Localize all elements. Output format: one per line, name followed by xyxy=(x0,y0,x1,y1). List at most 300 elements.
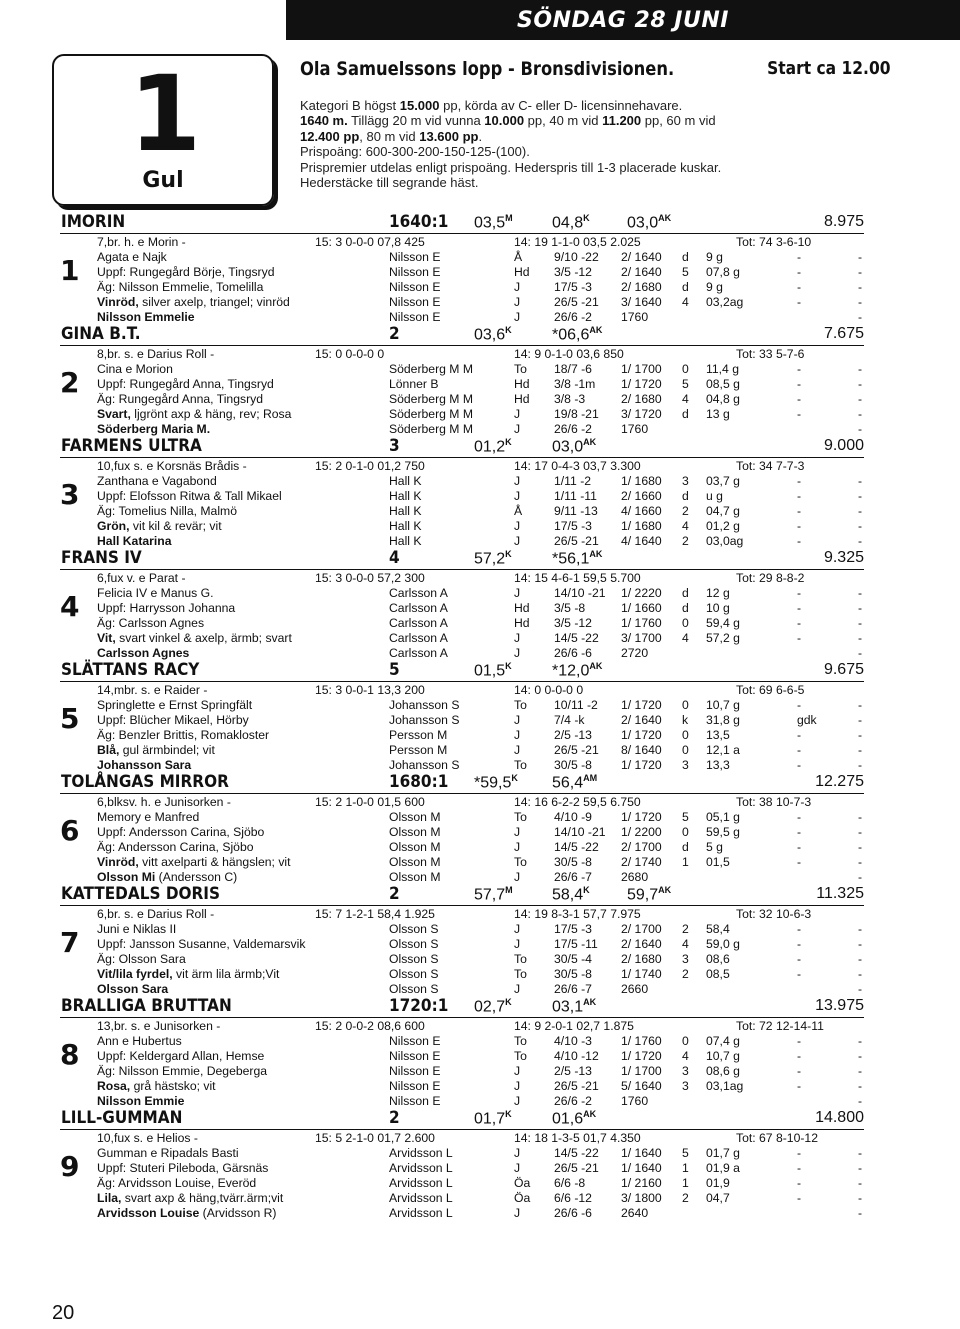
start-result: 2660 xyxy=(621,982,649,996)
horse-record xyxy=(552,325,602,344)
text-run: Uppf: Andersson Carina, Sjöbo xyxy=(97,825,265,839)
text-run: Äg: Tomelius Nilla, Malmö xyxy=(97,504,237,518)
horse-record xyxy=(474,325,512,344)
text-run: 11.200 xyxy=(602,113,642,129)
horse-entry xyxy=(0,210,960,322)
horse-start-number: 5 xyxy=(60,702,80,735)
start-driver: Arvidsson L xyxy=(389,1191,453,1205)
start-odds: - xyxy=(797,1079,802,1093)
start-post: 0 xyxy=(682,698,689,712)
start-date: 26/6 -2 xyxy=(554,1094,592,1108)
start-driver: Persson M xyxy=(389,743,448,757)
start-result: 1/ 1740 xyxy=(621,967,662,981)
start-track: Hd xyxy=(514,265,530,279)
start-track: Hd xyxy=(514,392,530,406)
record-time: 01,6 xyxy=(552,1110,584,1128)
start-result: 2680 xyxy=(621,870,649,884)
start-post: 2 xyxy=(682,967,689,981)
start-date: 9/11 -13 xyxy=(554,504,598,518)
stats-total: Tot: 69 6-6-5 xyxy=(736,683,805,697)
stats-2014: 14: 19 8-3-1 57,7 7.975 xyxy=(514,907,641,921)
horse-list xyxy=(0,210,960,1218)
start-result: 1/ 1700 xyxy=(621,362,662,376)
text-run: svart vinkel & axelp, ärmb; svart xyxy=(115,631,292,645)
text-run: (Arvidsson R) xyxy=(199,1206,277,1220)
horse-pedigree: 10,fux s. e Korsnäs Brådis - xyxy=(97,459,247,473)
start-extra: - xyxy=(858,1049,863,1063)
text-run: Hederstäcke till segrande häst. xyxy=(300,175,479,191)
start-odds: - xyxy=(797,937,802,951)
start-result: 2/ 1740 xyxy=(621,855,662,869)
start-odds: - xyxy=(797,728,802,742)
start-time: 01,2 g xyxy=(706,519,740,533)
record-type: K xyxy=(505,325,512,335)
start-track: J xyxy=(514,840,521,854)
start-extra: - xyxy=(858,1064,863,1078)
start-date: 14/10 -21 xyxy=(554,586,606,600)
record-time: 56,4 xyxy=(552,774,584,792)
start-result: 2/ 1680 xyxy=(621,392,662,406)
horse-pedigree: 6,br. s. e Darius Roll - xyxy=(97,907,215,921)
start-date: 9/10 -22 xyxy=(554,250,599,264)
horse-info-line xyxy=(97,1079,216,1094)
horse-name: TOLÅNGAS MIRROR xyxy=(61,772,229,792)
start-result: 3/ 1720 xyxy=(621,407,662,421)
stats-total: Tot: 74 3-6-10 xyxy=(736,235,812,249)
record-type: AK xyxy=(589,661,603,671)
start-time: 04,8 g xyxy=(706,392,740,406)
start-odds: - xyxy=(797,362,802,376)
start-extra: - xyxy=(858,392,863,406)
race-color: Gul xyxy=(142,168,184,193)
horse-pedigree: 10,fux s. e Helios - xyxy=(97,1131,198,1145)
start-track: Öa xyxy=(514,1176,531,1190)
horse-divider xyxy=(60,457,864,458)
text-run: Äg: Nilsson Emmie, Degeberga xyxy=(97,1064,268,1078)
horse-record xyxy=(552,437,596,456)
start-date: 30/5 -8 xyxy=(554,758,592,772)
start-driver: Johansson S xyxy=(389,713,460,727)
start-result: 1/ 1680 xyxy=(621,474,662,488)
start-odds: - xyxy=(797,616,802,630)
horse-pedigree: 14,mbr. s. e Raider - xyxy=(97,683,208,697)
horse-info-line xyxy=(97,810,199,825)
horse-distance: 2 xyxy=(389,1108,400,1128)
horse-divider xyxy=(60,793,864,794)
start-driver: Hall K xyxy=(389,519,422,533)
stats-2015: 15: 2 1-0-0 01,5 600 xyxy=(315,795,425,809)
start-track: J xyxy=(514,937,521,951)
horse-earnings: 9.675 xyxy=(823,661,864,678)
start-result: 1/ 2220 xyxy=(621,586,662,600)
start-result: 1/ 1760 xyxy=(621,616,662,630)
start-extra: - xyxy=(858,1094,863,1108)
start-extra: - xyxy=(858,922,863,936)
start-post: 4 xyxy=(682,631,689,645)
horse-entry xyxy=(0,1106,960,1218)
horse-divider xyxy=(60,233,864,234)
horse-info-line xyxy=(97,922,176,937)
start-result: 2640 xyxy=(621,1206,649,1220)
start-date: 26/6 -6 xyxy=(554,1206,592,1220)
start-track: Hd xyxy=(514,616,530,630)
record-type: M xyxy=(505,885,513,895)
start-date: 7/4 -k xyxy=(554,713,585,727)
start-result: 1/ 1720 xyxy=(621,810,662,824)
text-run: 1640 m. xyxy=(300,113,348,129)
start-driver: Arvidsson L xyxy=(389,1176,453,1190)
start-post: 2 xyxy=(682,534,689,548)
text-run: , 80 m vid xyxy=(359,128,420,144)
start-extra: - xyxy=(858,810,863,824)
record-type: K xyxy=(505,549,512,559)
start-odds: - xyxy=(797,1176,802,1190)
start-extra: - xyxy=(858,728,863,742)
start-driver: Nilsson E xyxy=(389,1079,441,1093)
stats-2014: 14: 9 0-1-0 03,6 850 xyxy=(514,347,624,361)
start-result: 8/ 1640 xyxy=(621,743,662,757)
start-extra: - xyxy=(858,407,863,421)
start-odds: - xyxy=(797,519,802,533)
start-date: 26/6 -2 xyxy=(554,310,592,324)
start-post: 2 xyxy=(682,504,689,518)
start-track: Å xyxy=(514,504,523,518)
text-run: Felicia IV e Manus G. xyxy=(97,586,214,600)
start-result: 1/ 1660 xyxy=(621,601,662,615)
text-run: vit kil & revär; vit xyxy=(129,519,222,533)
condition-line xyxy=(300,160,860,175)
text-run: Äg: Benzler Brittis, Romakloster xyxy=(97,728,270,742)
horse-entry xyxy=(0,994,960,1106)
start-extra: - xyxy=(858,1206,863,1220)
start-driver: Olsson M xyxy=(389,825,441,839)
race-title: Ola Samuelssons lopp - Bronsdivisionen. xyxy=(300,58,675,80)
start-extra: - xyxy=(858,870,863,884)
text-run: Äg: Arvidsson Louise, Everöd xyxy=(97,1176,257,1190)
start-odds: - xyxy=(797,504,802,518)
horse-record xyxy=(474,1109,512,1128)
start-date: 14/5 -22 xyxy=(554,631,599,645)
start-track: J xyxy=(514,1064,521,1078)
start-date: 3/8 -1m xyxy=(554,377,596,391)
start-date: 17/5 -11 xyxy=(554,937,598,951)
start-post: 4 xyxy=(682,1049,689,1063)
start-result: 4/ 1660 xyxy=(621,504,662,518)
start-odds: - xyxy=(797,377,802,391)
stats-2015: 15: 7 1-2-1 58,4 1.925 xyxy=(315,907,435,921)
start-track: J xyxy=(514,586,521,600)
condition-line xyxy=(300,144,860,159)
horse-record xyxy=(552,213,590,232)
start-odds: - xyxy=(797,392,802,406)
horse-start-number: 4 xyxy=(60,590,80,623)
start-extra: - xyxy=(858,616,863,630)
text-run: Prispoäng: 600-300-200-150-125-(100). xyxy=(300,144,530,160)
start-result: 1/ 1680 xyxy=(621,519,662,533)
start-extra: - xyxy=(858,265,863,279)
start-time: 13,5 xyxy=(706,728,730,742)
horse-divider xyxy=(60,345,864,346)
horse-record xyxy=(552,997,596,1016)
start-odds: - xyxy=(797,534,802,548)
horse-info-line xyxy=(97,504,237,519)
horse-info-line xyxy=(97,698,252,713)
horse-info-line xyxy=(97,713,249,728)
start-result: 5/ 1640 xyxy=(621,1079,662,1093)
stats-total: Tot: 29 8-8-2 xyxy=(736,571,805,585)
start-track: J xyxy=(514,728,521,742)
start-odds: - xyxy=(797,922,802,936)
stats-total: Tot: 33 5-7-6 xyxy=(736,347,805,361)
start-time: 03,1ag xyxy=(706,1079,744,1093)
start-track: J xyxy=(514,534,521,548)
horse-info-line xyxy=(97,1064,267,1079)
start-result: 4/ 1640 xyxy=(621,534,662,548)
start-driver: Carlsson A xyxy=(389,586,448,600)
start-driver: Olsson M xyxy=(389,840,441,854)
horse-info-line xyxy=(97,1176,256,1191)
start-date: 2/5 -13 xyxy=(554,728,592,742)
horse-entry xyxy=(0,882,960,994)
text-run: Olsson Sara xyxy=(97,982,169,996)
stats-2014: 14: 15 4-6-1 59,5 5.700 xyxy=(514,571,641,585)
start-date: 19/8 -21 xyxy=(554,407,599,421)
start-extra: - xyxy=(858,967,863,981)
record-type: AK xyxy=(658,213,672,223)
horse-entry xyxy=(0,322,960,434)
horse-info-line xyxy=(97,1161,268,1176)
start-track: Öa xyxy=(514,1191,531,1205)
text-run: Äg: Rungegård Anna, Tingsryd xyxy=(97,392,263,406)
horse-start-number: 6 xyxy=(60,814,80,847)
start-track: J xyxy=(514,407,521,421)
horse-info-line xyxy=(97,519,222,534)
start-time: u g xyxy=(706,489,723,503)
stats-2015: 15: 5 2-1-0 01,7 2.600 xyxy=(315,1131,435,1145)
horse-start-number: 9 xyxy=(60,1150,80,1183)
horse-distance: 2 xyxy=(389,324,400,344)
start-driver: Söderberg M M xyxy=(389,422,473,436)
text-run: Arvidsson Louise xyxy=(97,1206,200,1220)
condition-line xyxy=(300,175,860,190)
start-date: 26/6 -2 xyxy=(554,422,592,436)
race-number-box xyxy=(52,54,274,206)
start-extra: - xyxy=(858,377,863,391)
start-driver: Hall K xyxy=(389,504,422,518)
horse-name: FARMENS ULTRA xyxy=(61,436,202,456)
start-post: 0 xyxy=(682,362,689,376)
horse-distance: 5 xyxy=(389,660,400,680)
text-run: Lila, xyxy=(97,1191,122,1205)
start-driver: Nilsson E xyxy=(389,1034,441,1048)
stats-2015: 15: 0 0-0-0 0 xyxy=(315,347,385,361)
record-time: 03,0 xyxy=(552,438,584,456)
start-extra: - xyxy=(858,586,863,600)
page-number: 20 xyxy=(52,1302,75,1324)
start-date: 3/5 -12 xyxy=(554,265,592,279)
start-track: J xyxy=(514,922,521,936)
start-post: d xyxy=(682,280,689,294)
start-date: 1/11 -11 xyxy=(554,489,597,503)
horse-info-line xyxy=(97,280,263,295)
start-time: 10 g xyxy=(706,601,730,615)
start-post: 0 xyxy=(682,616,689,630)
record-time: *12,0 xyxy=(552,662,590,680)
text-run: pp, 60 m vid xyxy=(641,113,716,129)
start-time: 04,7 xyxy=(706,1191,730,1205)
record-time: 01,5 xyxy=(474,662,506,680)
start-post: d xyxy=(682,407,689,421)
start-track: J xyxy=(514,646,521,660)
start-odds: - xyxy=(797,758,802,772)
start-track: To xyxy=(514,952,527,966)
horse-earnings: 9.325 xyxy=(823,549,864,566)
horse-info-line xyxy=(97,250,167,265)
horse-info-line xyxy=(97,1049,264,1064)
start-time: 58,4 xyxy=(706,922,730,936)
horse-info-line xyxy=(97,1034,182,1049)
text-run: Ann e Hubertus xyxy=(97,1034,182,1048)
start-time: 03,2ag xyxy=(706,295,744,309)
start-result: 1760 xyxy=(621,310,649,324)
text-run: Carlsson Agnes xyxy=(97,646,190,660)
record-type: K xyxy=(505,437,512,447)
horse-record xyxy=(552,549,602,568)
start-driver: Nilsson E xyxy=(389,295,441,309)
horse-earnings: 8.975 xyxy=(823,213,864,230)
record-time: 57,2 xyxy=(474,550,506,568)
text-run: Uppf: Harrysson Johanna xyxy=(97,601,236,615)
horse-info-line xyxy=(97,825,264,840)
horse-name: BRALLIGA BRUTTAN xyxy=(61,996,232,1016)
start-driver: Arvidsson L xyxy=(389,1206,453,1220)
start-extra: - xyxy=(858,1079,863,1093)
text-run: Gumman e Ripadals Basti xyxy=(97,1146,239,1160)
horse-info-line xyxy=(97,362,173,377)
start-post: 5 xyxy=(682,377,689,391)
start-track: J xyxy=(514,743,521,757)
start-post: k xyxy=(682,713,689,727)
start-extra: - xyxy=(858,474,863,488)
start-time: 07,8 g xyxy=(706,265,740,279)
start-date: 2/5 -13 xyxy=(554,1064,592,1078)
horse-record xyxy=(552,885,590,904)
start-time: 13 g xyxy=(706,407,730,421)
start-time: 01,9 a xyxy=(706,1161,740,1175)
start-driver: Söderberg M M xyxy=(389,392,473,406)
stats-2014: 14: 16 6-2-2 59,5 6.750 xyxy=(514,795,641,809)
condition-line xyxy=(300,129,860,144)
start-odds: - xyxy=(797,1161,802,1175)
horse-info-line xyxy=(97,616,204,631)
horse-divider xyxy=(60,1129,864,1130)
start-date: 14/10 -21 xyxy=(554,825,606,839)
start-post: 3 xyxy=(682,1079,689,1093)
horse-info-line xyxy=(97,601,235,616)
text-run: Rosa, xyxy=(97,1079,131,1093)
start-track: J xyxy=(514,631,521,645)
stats-2015: 15: 3 0-0-1 13,3 200 xyxy=(315,683,425,697)
start-driver: Söderberg M M xyxy=(389,362,473,376)
start-odds: - xyxy=(797,743,802,757)
horse-info-line xyxy=(97,631,292,646)
start-odds: - xyxy=(797,1146,802,1160)
record-type: AK xyxy=(583,997,597,1007)
start-post: 2 xyxy=(682,1191,689,1205)
start-post: 3 xyxy=(682,758,689,772)
text-run: svart axp & häng,tvärr.ärm;vit xyxy=(121,1191,284,1205)
start-post: 0 xyxy=(682,743,689,757)
horse-info-line xyxy=(97,586,214,601)
record-time: *06,6 xyxy=(552,326,590,344)
start-track: To xyxy=(514,1034,527,1048)
record-type: M xyxy=(505,213,513,223)
start-driver: Hall K xyxy=(389,489,422,503)
text-run: 10.000 xyxy=(484,113,525,129)
start-odds: - xyxy=(797,295,802,309)
text-run: Äg: Carlsson Agnes xyxy=(97,616,205,630)
start-track: To xyxy=(514,698,527,712)
start-date: 26/6 -6 xyxy=(554,646,592,660)
day-banner xyxy=(286,0,960,40)
record-type: K xyxy=(511,773,518,783)
start-odds: - xyxy=(797,952,802,966)
start-time: 08,6 xyxy=(706,952,730,966)
start-driver: Olsson S xyxy=(389,967,439,981)
start-result: 1/ 1720 xyxy=(621,377,662,391)
text-run: Olsson Mi xyxy=(97,870,156,884)
start-date: 3/5 -12 xyxy=(554,616,592,630)
start-date: 30/5 -4 xyxy=(554,952,592,966)
start-time: 10,7 g xyxy=(706,1049,740,1063)
horse-distance: 3 xyxy=(389,436,400,456)
text-run: Uppf: Elofsson Ritwa & Tall Mikael xyxy=(97,489,282,503)
start-track: J xyxy=(514,519,521,533)
start-driver: Olsson M xyxy=(389,870,441,884)
text-run: Äg: Andersson Carina, Sjöbo xyxy=(97,840,254,854)
text-run: Vinröd, xyxy=(97,855,139,869)
start-track: Hd xyxy=(514,601,530,615)
start-odds: - xyxy=(797,698,802,712)
start-driver: Persson M xyxy=(389,728,448,742)
start-result: 2/ 1700 xyxy=(621,922,662,936)
horse-info-line xyxy=(97,743,215,758)
stats-2014: 14: 19 1-1-0 03,5 2.025 xyxy=(514,235,641,249)
record-time: 57,7 xyxy=(474,886,506,904)
start-track: J xyxy=(514,982,521,996)
race-header xyxy=(300,58,890,88)
start-result: 2/ 1680 xyxy=(621,280,662,294)
stats-2015: 15: 2 0-0-2 08,6 600 xyxy=(315,1019,425,1033)
text-run: silver axelp, triangel; vinröd xyxy=(138,295,290,309)
text-run: 12.400 pp xyxy=(300,128,360,144)
start-extra: - xyxy=(858,1191,863,1205)
start-time: 05,1 g xyxy=(706,810,740,824)
start-date: 14/5 -22 xyxy=(554,1146,599,1160)
start-date: 3/5 -8 xyxy=(554,601,586,615)
horse-earnings: 9.000 xyxy=(823,437,864,454)
start-track: To xyxy=(514,1049,527,1063)
start-date: 10/11 -2 xyxy=(554,698,598,712)
text-run: Nilsson Emmie xyxy=(97,1094,185,1108)
start-post: 4 xyxy=(682,937,689,951)
text-run: Blå, xyxy=(97,743,120,757)
start-post: d xyxy=(682,601,689,615)
start-extra: - xyxy=(858,489,863,503)
start-post: 0 xyxy=(682,1034,689,1048)
record-type: K xyxy=(583,885,590,895)
horse-name: FRANS IV xyxy=(61,548,142,568)
